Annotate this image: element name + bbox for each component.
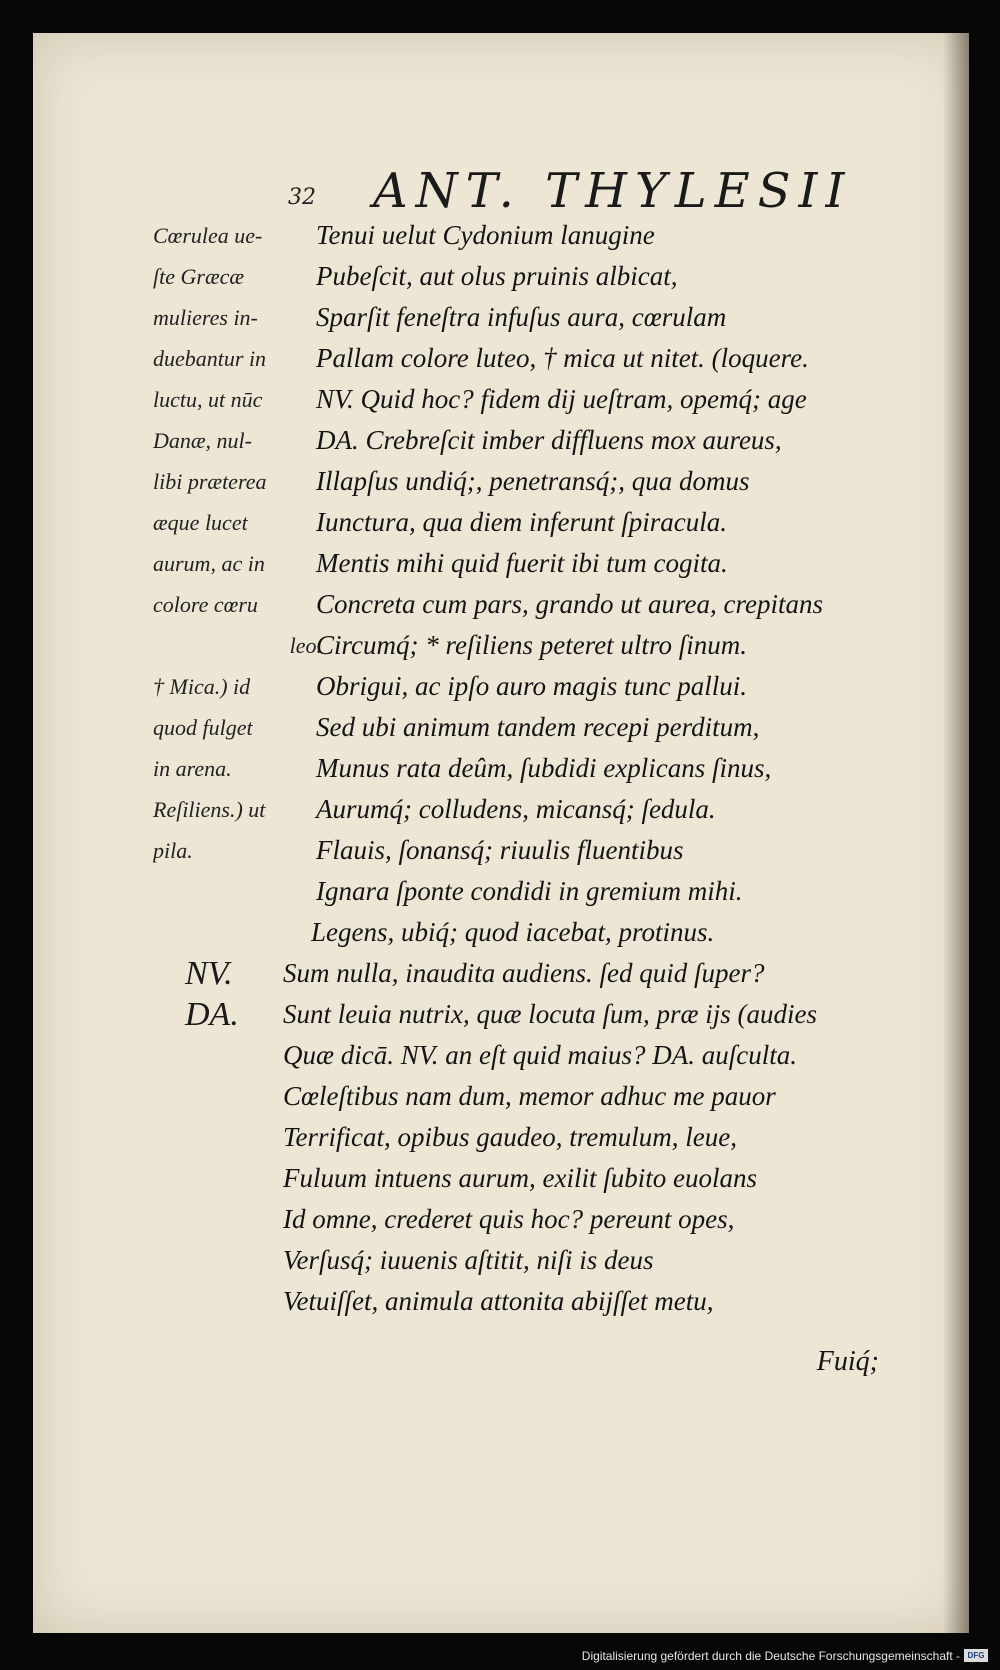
verse-line (33, 379, 969, 420)
verse-text: Sed ubi animum tandem recepi perditum, (316, 712, 760, 742)
verse-line (33, 871, 969, 912)
verse-text: Cœleſtibus nam dum, memor adhuc me pauor (283, 1081, 776, 1111)
verse-line (33, 297, 969, 338)
verse-text: Verſusq́; iuuenis aſtitit, niſi is deus (283, 1245, 654, 1275)
catchword: Fuiq́; (816, 1346, 879, 1377)
verse-line (33, 830, 969, 871)
verse-line (33, 666, 969, 707)
verse-line (33, 338, 969, 379)
verse-line (33, 1076, 969, 1117)
verse-text: DA. Crebreſcit imber diffluens mox aureus, (316, 425, 782, 455)
margin-note: æque lucet (153, 510, 248, 535)
verse-line (33, 1281, 969, 1322)
verse-text: Legens, ubiq́; quod iacebat, protinus. (311, 917, 715, 947)
margin-note: Reſiliens.) ut (153, 797, 266, 822)
verse-text: Sunt leuia nutrix, quæ locuta ſum, præ ijs (audies (283, 999, 817, 1029)
verse-line (33, 420, 969, 461)
margin-note: libi præterea (153, 469, 267, 494)
verse-line (33, 1035, 969, 1076)
digitization-footer (0, 1645, 1000, 1670)
verse-text: Iunctura, qua diem inferunt ſpiracula. (316, 507, 727, 537)
verse-text: Flauis, ſonansq́; riuulis fluentibus (316, 835, 684, 865)
dfg-logo-icon: DFG (964, 1649, 988, 1662)
verse-line (33, 256, 969, 297)
verse-line (33, 1117, 969, 1158)
verse-block (33, 215, 969, 1322)
verse-line (33, 584, 969, 625)
verse-line (33, 461, 969, 502)
verse-text: Pallam colore luteo, † mica ut nitet. (loquere. (316, 343, 809, 373)
margin-note: duebantur in (153, 346, 267, 371)
verse-text: Munus rata deûm, ſubdidi explicans ſinus, (316, 753, 772, 783)
margin-note: colore cœru (153, 592, 258, 617)
speaker-label: NV. (185, 955, 233, 992)
speaker-label: DA. (185, 996, 239, 1033)
margin-note: Danæ, nul- (153, 428, 252, 453)
verse-line (33, 1158, 969, 1199)
verse-text: Illapſus undiq́;, penetransq́;, qua domus (316, 466, 750, 496)
verse-text: Obrigui, ac ipſo auro magis tunc pallui. (316, 671, 747, 701)
verse-text: Sparſit feneſtra infuſus aura, cœrulam (316, 302, 727, 332)
margin-note: Cœrulea ue- (153, 223, 263, 248)
margin-note: ſte Græcæ (153, 264, 245, 289)
verse-line (33, 994, 969, 1035)
book-page (33, 33, 969, 1633)
verse-text: Tenui uelut Cydonium lanugine (316, 220, 655, 250)
verse-text: Fuluum intuens aurum, exilit ſubito euolans (283, 1163, 757, 1193)
verse-line (33, 707, 969, 748)
verse-text: Pubeſcit, aut olus pruinis albicat, (316, 261, 678, 291)
margin-note: pila. (153, 838, 193, 863)
verse-text: Aurumq́; colludens, micansq́; ſedula. (316, 794, 716, 824)
verse-line (33, 215, 969, 256)
page-number: 32 (288, 185, 316, 210)
verse-text: Ignara ſponte condidi in gremium mihi. (316, 876, 743, 906)
verse-text: Quæ dicā. NV. an eſt quid maius? DA. auſculta. (283, 1040, 797, 1070)
verse-line (33, 1199, 969, 1240)
verse-line (33, 1240, 969, 1281)
verse-text: Vetuiſſet, animula attonita abijſſet metu, (283, 1286, 714, 1316)
verse-line (33, 789, 969, 830)
funding-credit: Digitalisierung gefördert durch die Deutsche Forschungsgemeinschaft - (581, 1649, 960, 1663)
verse-line (33, 543, 969, 584)
verse-line (33, 625, 969, 666)
margin-note: aurum, ac in (153, 551, 265, 576)
verse-text: NV. Quid hoc? fidem dij ueſtram, opemq́; age (316, 384, 807, 414)
margin-note: † Mica.) id (153, 674, 251, 699)
verse-line (33, 912, 969, 953)
verse-text: Id omne, crederet quis hoc? pereunt opes, (283, 1204, 735, 1234)
verse-text: Terrificat, opibus gaudeo, tremulum, leue, (283, 1122, 737, 1152)
running-title: ANT. THYLESII (373, 163, 853, 219)
margin-note: mulieres in- (153, 305, 258, 330)
verse-text: Sum nulla, inaudita audiens. ſed quid ſuper? (283, 958, 765, 988)
verse-text: Circumq́; * reſiliens peteret ultro ſinum. (316, 630, 747, 660)
margin-note: quod fulget (153, 715, 253, 740)
verse-text: Mentis mihi quid fuerit ibi tum cogita. (316, 548, 728, 578)
margin-note: leo. (289, 633, 322, 658)
margin-note: luctu, ut nūc (153, 387, 263, 412)
verse-line (33, 953, 969, 994)
verse-line (33, 502, 969, 543)
margin-note: in arena. (153, 756, 232, 781)
verse-text: Concreta cum pars, grando ut aurea, crepitans (316, 589, 823, 619)
page-header (33, 163, 969, 223)
verse-line (33, 748, 969, 789)
